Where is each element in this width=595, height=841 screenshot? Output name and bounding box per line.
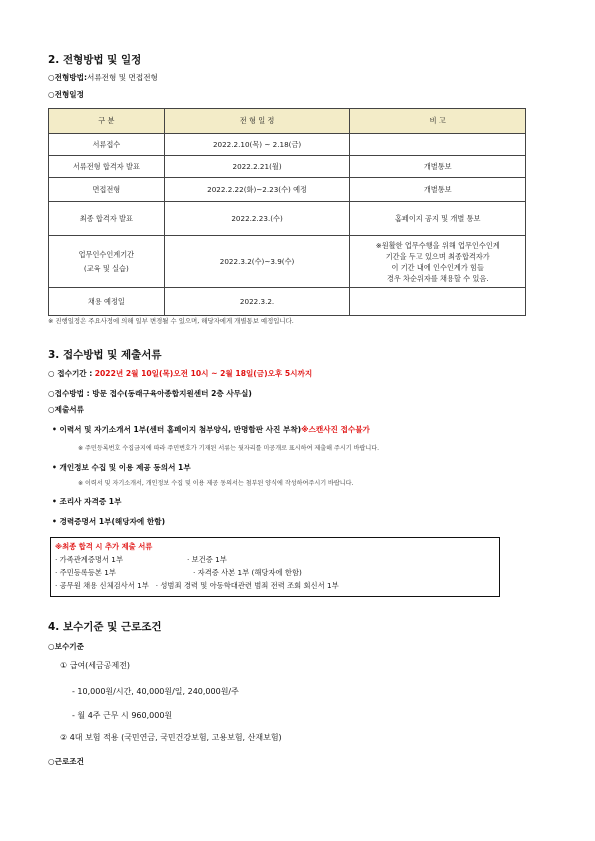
table-row [49,156,526,178]
scan-photo-warning: ※스캔사진 접수불가 [301,425,370,434]
row-category: 최종 합격자 발표 [49,202,165,236]
row-note-line2: 기간을 두고 있으며 최종합격자가 [385,251,490,261]
row-category: 서류접수 [49,134,165,156]
application-method-text: ○접수방법 : 방문 접수(동래구육아종합지원센터 2층 사무실) [48,389,252,398]
row-date: 2022.2.21(월) [164,156,350,178]
document-item-career: • 경력증명서 1부(해당자에 한함) [52,517,166,526]
pay-standard-label [48,641,84,652]
table-row [49,236,526,288]
pay-item-1a: - 10,000원/시간, 40,000원/일, 240,000원/주 [72,687,239,696]
document-item-resume-text: • 이력서 및 자기소개서 1부(센터 홈페이지 첨부양식, 반명함판 사진 부착) [52,425,302,434]
row-note-line3: 이 기간 내에 인수인계가 힘들 [391,262,484,272]
additional-doc-health-cert: · 보건증 1부 [187,555,227,564]
header-category: 구 분 [49,109,165,134]
application-period [48,368,312,379]
table-row [49,134,526,156]
row-category-line1: 업무인수인계기간 [78,249,135,259]
section-3-title: 3. 접수방법 및 제출서류 [48,349,162,361]
row-category-line2: (교육 및 실습) [83,263,129,273]
table-row [49,288,526,316]
selection-method [48,72,158,83]
additional-doc-resident-reg: · 주민등록등본 1부 [55,568,116,577]
row-note [350,288,526,316]
work-conditions-label-text: ○근로조건 [48,757,84,766]
row-date: 2022.3.2(수)~3.9(수) [164,236,350,288]
table-row [49,202,526,236]
documents-label-text: ○제출서류 [48,405,84,414]
document-item-cook-license: • 조리사 자격증 1부 [52,497,122,506]
schedule-table [48,108,526,316]
pay-standard-label-text: ○보수기준 [48,642,84,651]
pay-item-1: ① 급여(세금공제전) [60,661,131,670]
row-category: 서류전형 합격자 발표 [49,156,165,178]
row-note [350,236,526,288]
row-date: 2022.2.23.(수) [164,202,350,236]
row-category: 채용 예정일 [49,288,165,316]
row-note-line1: ※원활한 업무수행을 위해 업무인수인계 [375,240,500,250]
additional-documents-box [50,537,500,597]
row-note: 홈페이지 공지 및 개별 통보 [350,202,526,236]
row-note [350,134,526,156]
table-row [49,178,526,202]
section-2-title: 2. 전형방법 및 일정 [48,54,142,66]
document-item-resume [52,424,370,435]
selection-method-value: 서류전형 및 면접전형 [87,73,158,82]
section-4-title: 4. 보수기준 및 근로조건 [48,621,162,633]
additional-doc-family-cert: · 가족관계증명서 1부 [55,555,123,564]
resident-number-note: ※ 주민등록번호 수집금지에 따라 주민번호가 기재된 서류는 뒷자리를 미공개로 표시하여 제출해 주시기 바랍니다. [78,445,380,452]
row-date: 2022.2.10(목) ~ 2.18(금) [164,134,350,156]
consent-note: ※ 이력서 및 자기소개서, 개인정보 수집 및 이용 제공 동의서는 첨부된 양식에 작성하여주시기 바랍니다. [78,480,354,487]
additional-doc-license-copy: · 자격증 사본 1부 (해당자에 한함) [193,568,302,577]
header-schedule: 전 형 일 정 [164,109,350,134]
row-category: 면접전형 [49,178,165,202]
documents-label [48,404,84,415]
schedule-label-text: ○전형일정 [48,90,84,99]
row-note: 개별통보 [350,156,526,178]
application-period-value: 2022년 2월 10일(목)오전 10시 ~ 2월 18일(금)오후 5시까지 [94,369,313,378]
row-date: 2022.3.2. [164,288,350,316]
selection-method-label: ○전형방법: [48,73,88,82]
row-note: 개별통보 [350,178,526,202]
additional-documents-title: ※최종 합격 시 추가 제출 서류 [55,542,153,551]
header-remark: 비 고 [350,109,526,134]
application-period-label: ○ 접수기간 : [48,369,93,378]
row-category [49,236,165,288]
application-method [48,388,252,399]
work-conditions-label [48,756,84,767]
pay-item-2: ② 4대 보험 적용 (국민연금, 국민건강보험, 고용보험, 산재보험) [60,733,282,742]
row-date: 2022.2.22(화)~2.23(수) 예정 [164,178,350,202]
pay-item-1b: - 월 4주 근무 시 960,000원 [72,711,173,720]
additional-doc-medical-crime-check: · 공무원 채용 신체검사서 1부 · 성범죄 경력 및 아동학대관련 범죄 전력 조회 회신서 1부 [55,581,339,590]
schedule-label [48,89,84,100]
table-header-row [49,109,526,134]
row-note-line4: 경우 차순위자를 채용할 수 있음. [386,273,489,283]
schedule-footnote: ※ 진행일정은 주요사정에 의해 일부 변경될 수 있으며, 해당자에게 개별통보 예정입니다. [48,317,294,325]
document-item-consent: • 개인정보 수집 및 이용 제공 동의서 1부 [52,463,191,472]
